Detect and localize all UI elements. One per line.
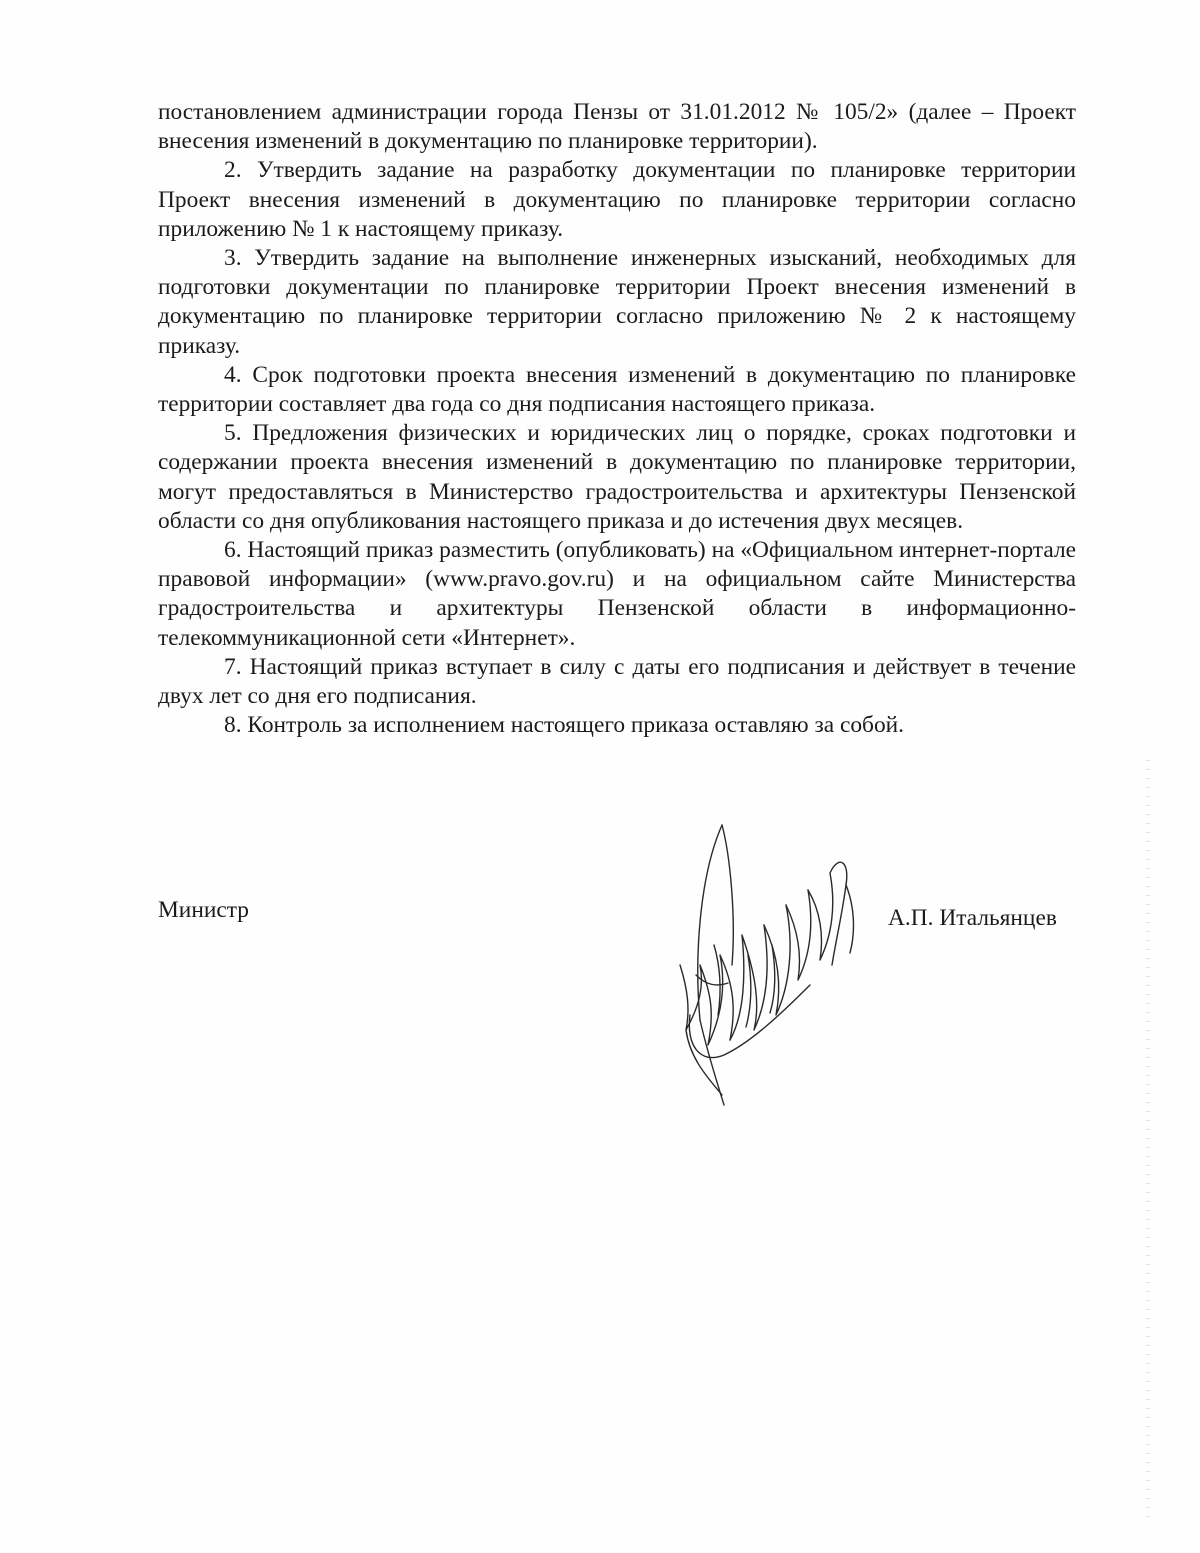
paragraph-item-7: 7. Настоящий приказ вступает в силу с даты его подписания и действует в течение двух лет со дня его подписания. (158, 653, 1076, 710)
paragraph-item-8: 8. Контроль за исполнением настоящего приказа оставляю за собой. (224, 712, 905, 739)
paragraph-item-4: 4. Срок подготовки проекта внесения изменений в документацию по планировке территории составляет два года со дня подписания настоящего приказа. (158, 361, 1076, 418)
paragraph-continuation: постановлением администрации города Пензы от 31.01.2012 № 105/2» (далее – Проект внесения изменений в документацию по планировке территории). (158, 99, 1076, 155)
paragraph-item-5: 5. Предложения физических и юридических лиц о порядке, сроках подготовки и содержании проекта внесения изменений в документацию по планировке территории, могут предоставляться в Министерство градостроительства и архитектуры Пензенской области со дня опубликования настоящего приказа и до истечения двух месяцев. (158, 420, 1076, 534)
signatory-name: А.П. Итальянцев (888, 905, 1057, 931)
order-text-body (158, 98, 1076, 740)
paragraph-item-3: 3. Утвердить задание на выполнение инженерных изысканий, необходимых для подготовки документации по планировке территории Проект внесения изменений в документацию по планировке территории согласно приложению № 2 к настоящему приказу. (158, 245, 1076, 359)
signatory-title: Министр (158, 897, 249, 923)
paragraph-item-6: 6. Настоящий приказ разместить (опубликовать) на «Официальном интернет-портале правовой информации» (www.pravo.gov.ru) и на официальном сайте Министерства градостроительства и архитектуры Пензенской области в информационно-телекоммуникационной сети «Интернет». (158, 537, 1076, 651)
scan-edge-artifact (1146, 760, 1150, 1520)
paragraph-item-2: 2. Утвердить задание на разработку документации по планировке территории Проект внесения изменений в документацию по планировке территории согласно приложению № 1 к настоящему приказу. (158, 157, 1076, 242)
handwritten-signature-icon (660, 815, 870, 1115)
